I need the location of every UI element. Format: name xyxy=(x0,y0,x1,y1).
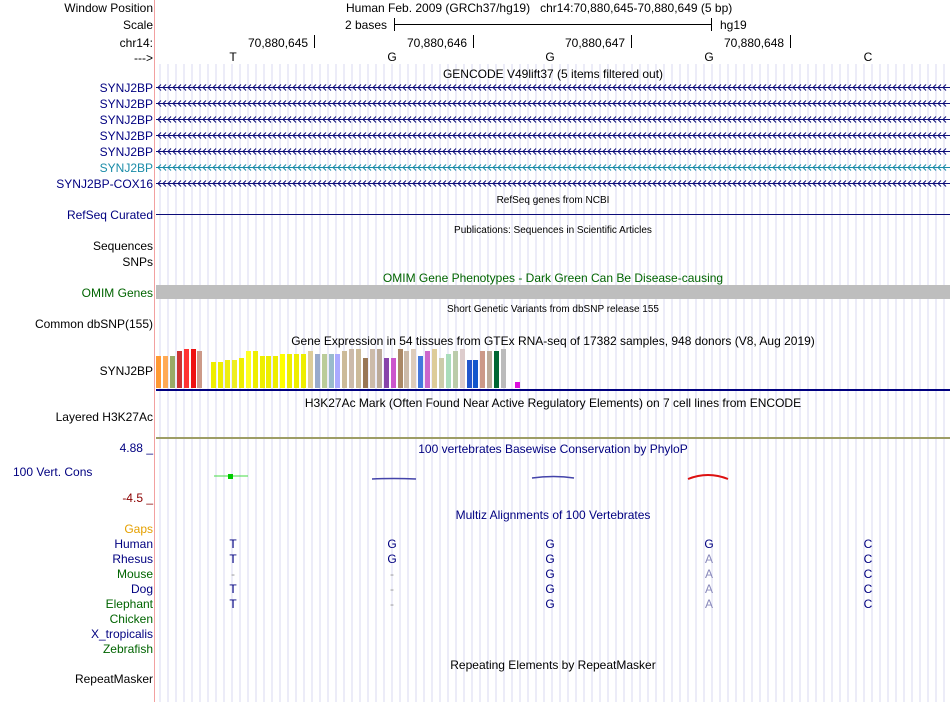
gtex-tissue-bar[interactable] xyxy=(156,356,161,388)
ruler-base: G xyxy=(387,50,397,64)
gencode-transcript-3[interactable] xyxy=(156,130,950,141)
multiz-base: T xyxy=(229,552,237,566)
scale-bar-right-cap xyxy=(711,18,712,31)
gtex-tissue-bar[interactable] xyxy=(246,351,251,388)
gtex-tissue-bar[interactable] xyxy=(384,358,389,388)
ruler-position: 70,880,647 xyxy=(565,36,626,50)
gtex-track-title[interactable]: Gene Expression in 54 tissues from GTEx RNA-seq of 17382 samples, 948 donors (V8, Aug 2019) xyxy=(291,334,815,348)
chromosome-label: chr14: xyxy=(119,36,153,50)
gtex-tissue-bar[interactable] xyxy=(432,349,437,388)
gtex-tissue-bar[interactable] xyxy=(356,349,361,388)
multiz-base: C xyxy=(863,567,873,581)
ruler-tick xyxy=(790,35,791,48)
ruler-position: 70,880,646 xyxy=(407,36,468,50)
gtex-tissue-bar[interactable] xyxy=(329,354,334,388)
h3k27ac-track-title[interactable]: H3K27Ac Mark (Often Found Near Active Regulatory Elements) on 7 cell lines from ENCODE xyxy=(304,396,802,410)
ruler-position: 70,880,645 xyxy=(248,36,309,50)
gencode-gene-label[interactable]: SYNJ2BP xyxy=(99,97,153,111)
gencode-transcript-2[interactable] xyxy=(156,114,950,125)
multiz-base: G xyxy=(704,537,714,551)
refseq-gene-line[interactable] xyxy=(156,214,950,215)
h3k27ac-label[interactable]: Layered H3K27Ac xyxy=(55,410,153,424)
gencode-gene-label[interactable]: SYNJ2BP-COX16 xyxy=(56,177,153,191)
gtex-tissue-bar[interactable] xyxy=(404,351,409,388)
gtex-tissue-bar[interactable] xyxy=(411,349,416,388)
gtex-tissue-bar[interactable] xyxy=(273,356,278,388)
window-position-label: Window Position xyxy=(64,1,153,15)
gtex-tissue-bar[interactable] xyxy=(280,354,285,388)
gtex-tissue-bar[interactable] xyxy=(446,354,451,388)
gtex-tissue-bar[interactable] xyxy=(515,382,520,388)
multiz-base: C xyxy=(863,537,873,551)
multiz-species-label[interactable]: Human xyxy=(114,537,153,551)
scale-label: Scale xyxy=(122,18,153,32)
multiz-base: G xyxy=(545,552,555,566)
gtex-tissue-bar[interactable] xyxy=(439,358,444,388)
gtex-tissue-bar[interactable] xyxy=(218,362,223,388)
gtex-tissue-bar[interactable] xyxy=(480,351,485,388)
multiz-base: G xyxy=(387,552,397,566)
multiz-base: C xyxy=(863,582,873,596)
scale-bar xyxy=(394,24,712,25)
dbsnp-track-title[interactable]: Short Genetic Variants from dbSNP release 155 xyxy=(447,304,659,315)
multiz-base: A xyxy=(704,567,713,581)
multiz-base: T xyxy=(229,582,237,596)
multiz-species-label[interactable]: Rhesus xyxy=(112,552,153,566)
phylop-mark-g3 xyxy=(688,475,728,479)
multiz-species-label[interactable]: Elephant xyxy=(105,597,153,611)
phylop-max-label: 4.88 _ xyxy=(119,441,153,455)
gtex-tissue-bar[interactable] xyxy=(501,349,506,388)
scale-span-text: 2 bases xyxy=(345,18,388,32)
gencode-gene-label[interactable]: SYNJ2BP xyxy=(99,129,153,143)
label-column-divider xyxy=(154,0,155,702)
phylop-track-title[interactable]: 100 vertebrates Basewise Conservation by PhyloP xyxy=(418,442,688,456)
multiz-base: G xyxy=(387,537,397,551)
gtex-tissue-bar[interactable] xyxy=(266,356,271,388)
repeatmasker-label[interactable]: RepeatMasker xyxy=(74,672,153,686)
ruler-tick xyxy=(314,35,315,48)
gtex-tissue-bar[interactable] xyxy=(418,356,423,388)
gtex-tissue-bar[interactable] xyxy=(363,358,368,388)
multiz-base: G xyxy=(545,567,555,581)
multiz-base: G xyxy=(545,537,555,551)
multiz-species-label[interactable]: Mouse xyxy=(116,567,153,581)
gtex-tissue-bar[interactable] xyxy=(315,354,320,388)
gtex-tissue-bar[interactable] xyxy=(184,349,189,388)
phylop-mark-g1 xyxy=(372,479,416,480)
gtex-tissue-bar[interactable] xyxy=(197,351,202,388)
window-position-title[interactable]: Human Feb. 2009 (GRCh37/hg19) chr14:70,880,645-70,880,649 (5 bp) xyxy=(346,1,733,15)
gtex-tissue-bar[interactable] xyxy=(225,360,230,388)
h3k27ac-signal-line[interactable] xyxy=(156,437,950,439)
multiz-base: - xyxy=(390,567,394,581)
omim-label[interactable]: OMIM Genes xyxy=(81,286,153,300)
multiz-gaps-label[interactable]: Gaps xyxy=(124,522,153,536)
ruler-base: G xyxy=(704,50,714,64)
gtex-tissue-bar[interactable] xyxy=(232,360,237,388)
gencode-gene-label[interactable]: SYNJ2BP xyxy=(99,161,153,175)
phylop-mark-t-peak xyxy=(228,474,233,479)
multiz-base: A xyxy=(704,552,713,566)
gtex-bar-chart[interactable] xyxy=(156,345,536,388)
multiz-base: C xyxy=(863,597,873,611)
scale-assembly: hg19 xyxy=(720,18,747,32)
multiz-species-label[interactable]: Dog xyxy=(130,582,153,596)
gtex-tissue-bar[interactable] xyxy=(170,356,175,388)
multiz-track-title[interactable]: Multiz Alignments of 100 Vertebrates xyxy=(455,508,651,522)
multiz-species-label[interactable]: Zebrafish xyxy=(102,642,153,656)
ruler-position: 70,880,648 xyxy=(724,36,785,50)
gtex-tissue-bar[interactable] xyxy=(322,354,327,388)
gtex-tissue-bar[interactable] xyxy=(342,351,347,388)
dbsnp-label[interactable]: Common dbSNP(155) xyxy=(34,317,153,331)
gencode-track-title[interactable]: GENCODE V49lift37 (5 items filtered out) xyxy=(442,67,664,81)
phylop-min-label: -4.5 _ xyxy=(122,491,153,505)
gtex-tissue-bar[interactable] xyxy=(398,349,403,388)
gtex-tissue-bar[interactable] xyxy=(260,356,265,388)
gtex-tissue-bar[interactable] xyxy=(294,354,299,388)
ruler-tick xyxy=(473,35,474,48)
multiz-base: A xyxy=(704,582,713,596)
ruler-base: G xyxy=(545,50,555,64)
gtex-tissue-bar[interactable] xyxy=(494,351,499,388)
multiz-base: T xyxy=(229,537,237,551)
ruler-base: C xyxy=(863,50,873,64)
gtex-tissue-bar[interactable] xyxy=(467,360,472,388)
publications-sequences-label[interactable]: Sequences xyxy=(92,239,153,253)
gtex-tissue-bar[interactable] xyxy=(163,356,168,388)
gtex-tissue-bar[interactable] xyxy=(377,349,382,388)
refseq-label[interactable]: RefSeq Curated xyxy=(66,208,153,222)
publications-track-title[interactable]: Publications: Sequences in Scientific Articles xyxy=(454,225,652,236)
multiz-base: G xyxy=(545,597,555,611)
ruler-base: T xyxy=(229,50,237,64)
gtex-tissue-bar[interactable] xyxy=(253,351,258,388)
gencode-transcript-6[interactable] xyxy=(156,178,950,189)
gencode-transcript-4[interactable] xyxy=(156,146,950,157)
gtex-tissue-bar[interactable] xyxy=(287,354,292,388)
multiz-base: A xyxy=(704,597,713,611)
multiz-base: T xyxy=(229,597,237,611)
publications-snps-label[interactable]: SNPs xyxy=(122,255,153,269)
gtex-tissue-bar[interactable] xyxy=(391,358,396,388)
gtex-tissue-bar[interactable] xyxy=(177,351,182,388)
refseq-track-title[interactable]: RefSeq genes from NCBI xyxy=(496,195,610,206)
gtex-tissue-bar[interactable] xyxy=(425,351,430,388)
gtex-tissue-bar[interactable] xyxy=(239,358,244,388)
gencode-gene-label[interactable]: SYNJ2BP xyxy=(99,145,153,159)
multiz-base: - xyxy=(390,582,394,596)
gencode-transcript-1[interactable] xyxy=(156,98,950,109)
omim-track-title[interactable]: OMIM Gene Phenotypes - Dark Green Can Be Disease-causing xyxy=(382,271,724,285)
gtex-tissue-bar[interactable] xyxy=(453,351,458,388)
gtex-baseline xyxy=(156,389,950,391)
gtex-tissue-bar[interactable] xyxy=(191,349,196,388)
gtex-tissue-bar[interactable] xyxy=(308,351,313,388)
ruler-tick xyxy=(631,35,632,48)
multiz-base: C xyxy=(863,552,873,566)
gencode-transcript-5[interactable] xyxy=(156,162,950,173)
gtex-tissue-bar[interactable] xyxy=(211,362,216,388)
multiz-base: - xyxy=(231,567,235,581)
gtex-tissue-bar[interactable] xyxy=(370,349,375,388)
omim-feature-band[interactable] xyxy=(156,285,950,299)
gtex-tissue-bar[interactable] xyxy=(487,351,492,388)
scale-bar-left-cap xyxy=(394,18,395,31)
gtex-tissue-bar[interactable] xyxy=(460,349,465,388)
multiz-species-label[interactable]: X_tropicalis xyxy=(90,627,153,641)
phylop-label[interactable]: 100 Vert. Cons xyxy=(13,465,93,479)
gtex-tissue-bar[interactable] xyxy=(335,354,340,388)
gtex-tissue-bar[interactable] xyxy=(349,349,354,388)
multiz-base: - xyxy=(390,597,394,611)
gtex-tissue-bar[interactable] xyxy=(473,360,478,388)
strand-direction-label[interactable]: ---> xyxy=(134,51,153,65)
repeatmasker-track-title[interactable]: Repeating Elements by RepeatMasker xyxy=(450,658,656,672)
gencode-gene-label[interactable]: SYNJ2BP xyxy=(99,81,153,95)
gencode-gene-label[interactable]: SYNJ2BP xyxy=(99,113,153,127)
gtex-label[interactable]: SYNJ2BP xyxy=(99,364,153,378)
phylop-plot[interactable] xyxy=(156,456,950,496)
multiz-species-label[interactable]: Chicken xyxy=(109,612,153,626)
phylop-mark-g2 xyxy=(532,477,574,479)
gtex-tissue-bar[interactable] xyxy=(301,354,306,388)
multiz-base: G xyxy=(545,582,555,596)
gencode-transcript-0[interactable] xyxy=(156,82,950,93)
